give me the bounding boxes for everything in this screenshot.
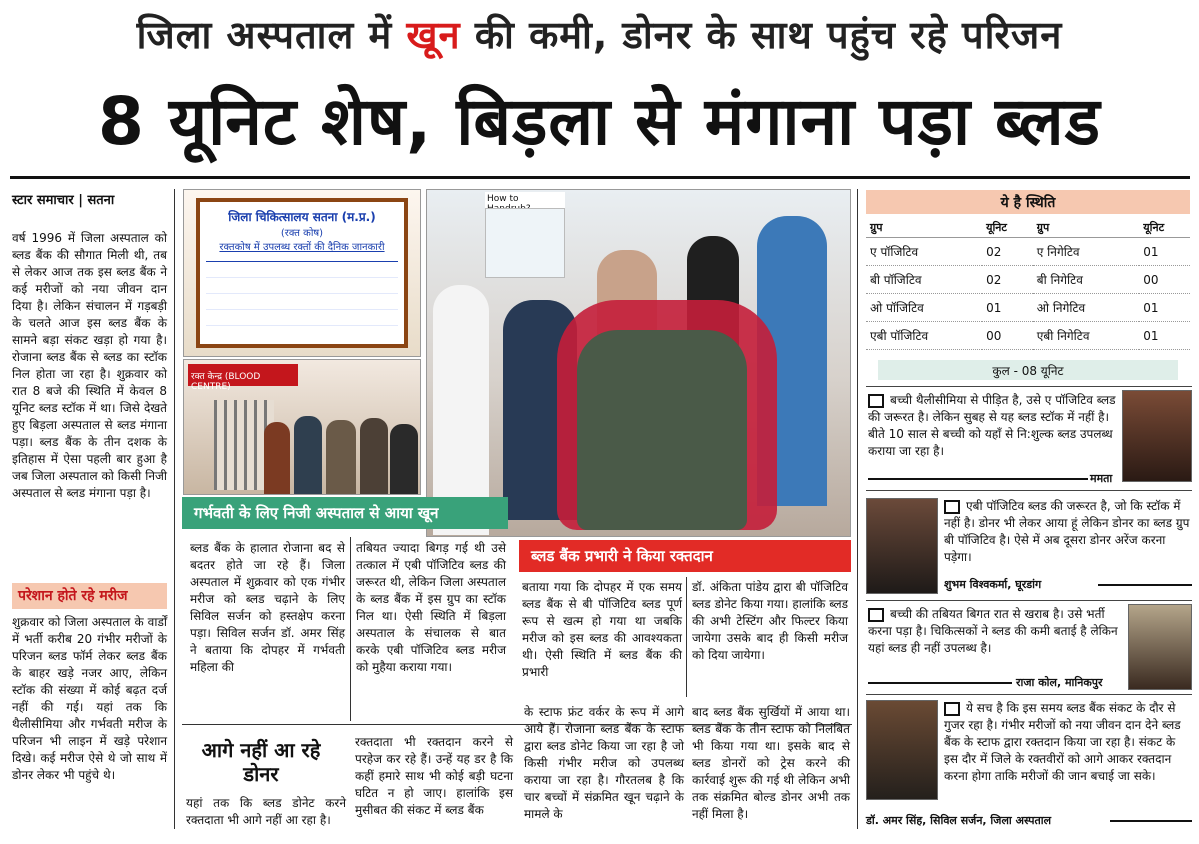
case1-name-wrap: [1090, 470, 1112, 487]
cell-units: 01: [1139, 238, 1190, 266]
case3-name: राजा कोल, मानिकपुर: [1016, 676, 1103, 689]
quote-flag-icon: [868, 608, 884, 622]
case-ममता: [868, 392, 1118, 460]
cell-units: 01: [982, 294, 1033, 322]
green-col2: तबियत ज्यादा बिगड़ गई थी उसे तत्काल में एबी पॉजिटिव ब्लड की जरूरत थी, लेकिन जिला अस्पताल के ब्लड बैंक में इस ग्रुप का स्टॉक निल था। ऐसी स्थिति में बिड़ला अस्पताल के संचालक से बात करके एबी पॉजिटिव ब्लड मरीज को मुहैया कराया गया।: [356, 541, 506, 674]
red-col2: डॉ. अंकिता पांडेय द्वारा बी पॉजिटिव ब्लड डोनेट किया गया। हालांकि ब्लड की अभी टेस्टिंग और फिल्टर किया जायेगा उसके बाद ही किसी मरीज को दिया जायेगा।: [692, 580, 848, 662]
photo-blood-donation: [426, 189, 851, 537]
table-header-row: [866, 218, 1190, 238]
cell-units: 02: [982, 238, 1033, 266]
byline: स्टार समाचार | सतना: [12, 193, 115, 208]
kicker-pre: जिला अस्पताल में: [136, 13, 393, 57]
person-silhouette: [326, 420, 356, 495]
bottom-col1: यहां तक कि ब्लड डोनेट करने रक्तदाता भी आगे नहीं आ रहा है।: [186, 796, 346, 827]
kicker-highlight: खून: [406, 13, 461, 57]
cell-group: बी पॉजिटिव: [866, 266, 982, 294]
board-grid: [206, 261, 398, 341]
green-subhead: गर्भवती के लिए निजी अस्पताल से आया खून: [182, 497, 508, 529]
cell-group: ए निगेटिव: [1033, 238, 1140, 266]
cell-group: ओ निगेटिव: [1033, 294, 1140, 322]
case1-text: बच्ची थैलीसीमिया से पीड़ित है, उसे ए पॉजिटिव ब्लड की जरूरत है। लेकिन सुबह से यह ब्लड स्टॉक में नहीं है। बीते 10 साल से बच्ची को यहाँ से नि:शुल्क ब्लड उपलब्ध कराया जा रहा है।: [868, 393, 1116, 458]
table-row: [866, 322, 1190, 350]
quote-flag-icon: [944, 702, 960, 716]
portrait-dr-amar-singh: [866, 700, 938, 800]
blood-centre-sign: रक्त केन्द्र (BLOOD CENTRE): [188, 364, 298, 386]
col1-subhead: परेशान होते रहे मरीज: [12, 583, 167, 609]
bottom-subhead: आगे नहीं आ रहे डोनर: [201, 738, 321, 786]
cell-units: 01: [1139, 294, 1190, 322]
bottom-col4: बाद ब्लड बैंक सुर्खियों में आया था। ब्लड बैंक के तीन स्टाफ को निलंबित भी किया गया था। इसके बाद से ब्लड डोनरों को ट्रेस करने की कार्रवाई शुरू की गई थी लेकिन अभी तक संक्रमित बोल्ड डोनर अभी तक नहीं मिला है।: [692, 705, 850, 821]
person-silhouette: [264, 422, 290, 495]
cell-units: 00: [982, 322, 1033, 350]
quote-flag-icon: [868, 394, 884, 408]
case-dr-amar-singh: [944, 700, 1192, 785]
case-shubham: [944, 498, 1192, 566]
cell-units: 01: [1139, 322, 1190, 350]
name-arrow: [1110, 820, 1192, 822]
cell-group: एबी निगेटिव: [1033, 322, 1140, 350]
table-row: [866, 294, 1190, 322]
blood-stock-table: [866, 218, 1190, 350]
name-arrow: [1098, 584, 1192, 586]
table-row: [866, 238, 1190, 266]
person-silhouette: [360, 418, 388, 495]
kicker-headline: [0, 8, 1199, 60]
case4-text: ये सच है कि इस समय ब्लड बैंक संकट के दौर से गुजर रहा है। गंभीर मरीजों को नया जीवन दान देने ब्लड बैंक के स्टाफ द्वारा रक्तदान किया जा रहा है। संकट के इस दौर में जिले के रक्तवीरों को आगे आकर रक्तदान करना होगा ताकि मरीजों की जान बचाई जा सके।: [944, 701, 1181, 783]
column-divider: [350, 537, 351, 721]
poster-panel: [485, 208, 565, 278]
col1-para1: वर्ष 1996 में जिला अस्पताल को ब्लड बैंक की सौगात मिली थी, तब से लेकर आज तक इस ब्लड बैंक ने कई मरीजों को नया जीवन दान दिया है। लेकिन संचालन में गड़बड़ी के चलते आज इस ब्लड बैंक के सामने बड़ा संकट खड़ा हो गया है। रोजाना ब्लड बैंक से ब्लड का स्टॉक निल होता जा रहा है। शुक्रवार को रात 8 बजे की स्थिति में केवल 8 यूनिट ब्लड स्टॉक में था। जिसे देखते हुए बिड़ला अस्पताल से ब्लड मंगाना पड़ा। ब्लड बैंक के तीन दशक के इतिहास में ऐसा पहली बार हुआ है जब जिला अस्पताल को किसी निजी अस्पताल से ब्लड मंगाना पड़ा है।: [12, 231, 167, 500]
bottom-col2: रक्तदाता भी रक्तदान करने से परहेज कर रहे हैं। उन्हें यह डर है कि कहीं हमारे साथ भी कोई बड़ी घटना घटित न हो जाए। हालांकि इस मुसीबत की संकट में ब्लड बैंक: [355, 735, 513, 817]
col1-para2: शुक्रवार को जिला अस्पताल के वार्डों में भर्ती करीब 20 गंभीर मरीजों के परिजन ब्लड फॉर्म लेकर ब्लड बैंक के बाहर खड़े नजर आए, लेकिन स्टॉक की संख्या में कोई बढ़त दर्ज नहीं की गई। यहां तक कि थैलीसीमिया और गर्भवती मरीज के परिजन भी लाइन में खड़े परेशान दिखे। कई मरीज ऐसे थे जो साथ में डोनर लेकर भी पहुंचे थे।: [12, 615, 167, 782]
notice-board: [196, 198, 408, 348]
bottom-col3: के स्टाफ फ्रंट वर्कर के रूप में आगे आये हैं। रोजाना ब्लड बैंक के स्टाफ द्वारा ब्लड डोनेट किया जा रहा है जो किसी गंभीर मरीज को उपलब्ध कराया जा रहा है। गौरतलब है कि चार बच्चों में संक्रमित खून चढ़ाने के मामले के: [524, 705, 684, 821]
status-title: ये है स्थिति: [866, 190, 1190, 214]
red-col1: बताया गया कि दोपहर में एक समय ब्लड बैंक से बी पॉजिटिव ब्लड पूर्ण रूप से खत्म हो गया था जबकि मरीज को इस ब्लड की आवश्यकता थी। ऐसी स्थिति में ब्लड बैंक की प्रभारी: [522, 580, 682, 679]
header-group: ग्रुप: [1033, 218, 1140, 238]
cell-group: ओ पॉजिटिव: [866, 294, 982, 322]
portrait-ममता: [1122, 390, 1192, 482]
case2-name: शुभम विश्वकर्मा, घूरडांग: [944, 578, 1042, 591]
case2-text: एबी पॉजिटिव ब्लड की जरूरत है, जो कि स्टॉक में नहीं है। डोनर भी लेकर आया हूं लेकिन डोनर का ब्लड ग्रुप बी पॉजिटिव है। ऐसे में अब दूसरा डोनर अरेंज करना पड़ेगा।: [944, 499, 1190, 564]
cell-units: 02: [982, 266, 1033, 294]
header-unit: यूनिट: [982, 218, 1033, 238]
case1-name: ममता: [1090, 472, 1113, 485]
donor-silhouette: [577, 330, 747, 530]
portrait-raja: [1128, 604, 1192, 690]
column-divider: [686, 577, 687, 697]
case-divider: [866, 694, 1192, 695]
case-divider: [866, 386, 1192, 387]
cell-group: ए पॉजिटिव: [866, 238, 982, 266]
header-unit: यूनिट: [1139, 218, 1190, 238]
red-subhead: ब्लड बैंक प्रभारी ने किया रक्तदान: [519, 540, 851, 572]
board-subtitle: (रक्त कोष): [280, 228, 324, 239]
person-silhouette: [294, 416, 322, 495]
green-col1: ब्लड बैंक के हालात रोजाना बद से बदतर होते जा रहे हैं। जिला अस्पताल में शुक्रवार को एक गंभीर मरीज को ब्लड चढ़ाने के लिए सिविल सर्जन को हस्तक्षेप करना पड़ा। सिविल सर्जन डॉ. अमर सिंह ने बताया कि दोपहर में गर्भवती महिला की: [190, 541, 345, 674]
name-arrow: [868, 682, 1012, 684]
photo-blood-centre-queue: [183, 359, 421, 495]
header-group: ग्रुप: [866, 218, 982, 238]
person-silhouette: [390, 424, 418, 495]
column-divider: [857, 189, 858, 829]
kicker-post: की कमी, डोनर के साथ पहुंच रहे परिजन: [474, 13, 1063, 57]
cell-group: बी निगेटिव: [1033, 266, 1140, 294]
quote-flag-icon: [944, 500, 960, 514]
case4-name: डॉ. अमर सिंह, सिविल सर्जन, जिला अस्पताल: [866, 814, 1052, 827]
headline-rule: [10, 176, 1190, 179]
case-raja: [868, 606, 1124, 657]
case-divider: [866, 490, 1192, 491]
main-headline: 8 यूनिट शेष, बिड़ला से मंगाना पड़ा ब्लड: [98, 83, 1101, 160]
column-divider: [174, 189, 175, 829]
portrait-shubham: [866, 498, 938, 594]
name-arrow: [868, 478, 1088, 480]
total-units: कुल - 08 यूनिट: [878, 360, 1178, 380]
board-line: रक्तकोष में उपलब्ध रक्तों की दैनिक जानकारी: [219, 242, 385, 253]
handrub-poster: How to: [485, 192, 565, 208]
board-title: जिला चिकित्सालय सतना (म.प्र.): [228, 210, 376, 224]
cell-group: एबी पॉजिटिव: [866, 322, 982, 350]
cell-units: 00: [1139, 266, 1190, 294]
case3-text: बच्ची की तबियत बिगत रात से खराब है। उसे भर्ती करना पड़ा है। चिकित्सकों ने ब्लड की कमी बताई है लेकिन यहां ब्लड ही नहीं उपलब्ध है।: [868, 607, 1118, 655]
case-divider: [866, 600, 1192, 601]
table-row: [866, 266, 1190, 294]
photo-blood-bank-board: [183, 189, 421, 357]
